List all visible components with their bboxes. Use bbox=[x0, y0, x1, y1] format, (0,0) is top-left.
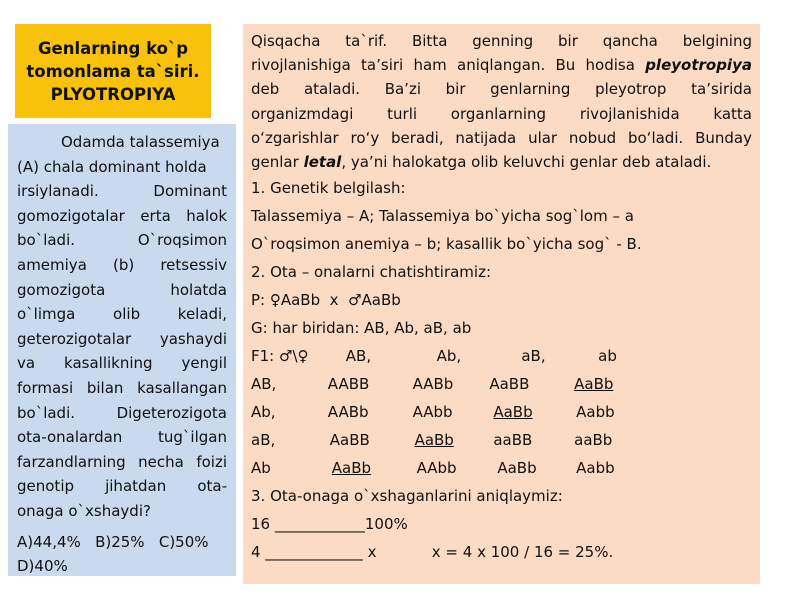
problem-text bbox=[17, 130, 227, 524]
definition-line: Qisqacha ta`rif. Bitta genning bir qancha belgining bbox=[251, 32, 752, 50]
definition-line bbox=[251, 150, 752, 174]
punnett-header-row bbox=[251, 342, 752, 370]
punnett-cell-match: AaBb bbox=[574, 375, 614, 394]
problem-line: farzandlarning necha foizi bbox=[17, 452, 227, 471]
problem-line: bo`ladi. O`roqsimon bbox=[17, 231, 227, 250]
punnett-cell: AAbb bbox=[412, 403, 453, 422]
punnett-header-cell: aB, bbox=[521, 347, 546, 366]
punnett-header-cell: ab bbox=[598, 347, 617, 366]
problem-line: formasi bilan kasallangan bbox=[17, 378, 227, 397]
problem-line: Odamda talassemiya bbox=[61, 133, 220, 151]
punnett-cell: Aabb bbox=[576, 459, 615, 478]
punnett-row bbox=[251, 370, 752, 398]
step-1-heading: 1. Genetik belgilash: bbox=[251, 179, 406, 198]
punnett-cell: AABb bbox=[327, 403, 369, 422]
problem-line: (A) chala dominant holda bbox=[17, 157, 207, 176]
definition-line bbox=[251, 53, 752, 77]
punnett-cell: aaBb bbox=[574, 431, 613, 450]
proportion-left: 4 _____________ x bbox=[251, 543, 377, 562]
gametes-line: G: har biridan: AB, Ab, aB, ab bbox=[251, 319, 472, 338]
punnett-cell: Aabb bbox=[576, 403, 615, 422]
punnett-row bbox=[251, 454, 752, 482]
problem-line: ota-onalardan tug`ilgan bbox=[17, 428, 227, 447]
parents-cross: P: ♀AaBb x ♂AaBb bbox=[251, 291, 401, 310]
proportion-line-1: 16 ____________100% bbox=[251, 515, 408, 534]
definition-text-part: rivojlanishiga ta’siri ham aniqlangan. Bu hodisa bbox=[251, 56, 635, 75]
gene-definition-2: O`roqsimon anemiya – b; kasallik bo`yicha sog` - B. bbox=[251, 235, 642, 254]
problem-line: gomozigota holatda bbox=[17, 280, 227, 299]
problem-line: gomozigotalar erta halok bbox=[17, 206, 227, 225]
step-2-heading: 2. Ota – onalarni chatishtiramiz: bbox=[251, 263, 492, 282]
punnett-cell-match: AaBb bbox=[331, 459, 372, 478]
answer-options bbox=[17, 530, 227, 579]
punnett-row bbox=[251, 398, 752, 426]
options-line-1: A)44,4% B)25% C)50% bbox=[17, 532, 209, 551]
punnett-cell: AaBb bbox=[497, 459, 537, 478]
problem-line: amemiya (b) retsessiv bbox=[17, 255, 227, 274]
options-line-2: D)40% bbox=[17, 557, 68, 576]
title-line-3: PLYOTROPIYA bbox=[50, 84, 176, 104]
problem-box bbox=[8, 124, 236, 576]
problem-line: bo`ladi. Digeterozigota bbox=[17, 403, 227, 422]
punnett-row-label: Ab, bbox=[251, 403, 276, 422]
problem-line: o`limga olib keladi, bbox=[17, 305, 227, 324]
punnett-cell: AAbb bbox=[416, 459, 457, 478]
punnett-row-label: Ab bbox=[251, 459, 271, 478]
term-letal: letal bbox=[303, 153, 342, 172]
definition-text-part: genlar bbox=[251, 153, 299, 172]
slide-title bbox=[15, 24, 211, 118]
problem-line: va kasallikning yengil bbox=[17, 354, 227, 373]
punnett-row-label: aB, bbox=[251, 431, 276, 450]
title-line-1: Genlarning ko`p bbox=[37, 38, 189, 58]
punnett-corner: F1: ♂\♀ bbox=[251, 347, 309, 366]
punnett-header-cell: AB, bbox=[345, 347, 372, 366]
punnett-row bbox=[251, 426, 752, 454]
solution-box bbox=[243, 24, 760, 584]
term-pleyotropiya: pleyotropiya bbox=[645, 56, 752, 75]
problem-line: genotip jihatdan ota- bbox=[17, 477, 227, 496]
punnett-cell-match: AaBb bbox=[414, 431, 454, 450]
problem-line: geterozigotalar yashaydi bbox=[17, 329, 227, 348]
punnett-cell: AaBB bbox=[329, 431, 370, 450]
punnett-cell: aaBB bbox=[493, 431, 533, 450]
punnett-row-label: AB, bbox=[251, 375, 277, 394]
proportion-result: x = 4 x 100 / 16 = 25%. bbox=[431, 543, 614, 562]
definition-text-part: , ya’ni halokatga olib keluvchi genlar deb ataladi. bbox=[341, 153, 712, 172]
definition-text bbox=[251, 29, 752, 174]
punnett-header-cell: Ab, bbox=[436, 347, 462, 366]
proportion-line-2 bbox=[251, 538, 752, 566]
punnett-cell: AaBB bbox=[489, 375, 530, 394]
punnett-cell: AABB bbox=[327, 375, 370, 394]
step-3-heading: 3. Ota-onaga o`xshaganlarini aniqlaymiz: bbox=[251, 487, 563, 506]
gene-definition-1: Talassemiya – A; Talassemiya bo`yicha sog`lom – a bbox=[251, 207, 634, 226]
definition-line: organizmdagi turli organlarning rivojlanishida katta bbox=[251, 104, 752, 123]
title-line-2: tomonlama ta`siri. bbox=[26, 61, 200, 81]
punnett-cell-match: AaBb bbox=[493, 403, 533, 422]
definition-line: oʻzgarishlar roʻy beradi, natijada ular nobud boʻladi. Bunday bbox=[251, 128, 752, 147]
definition-line: deb ataladi. Ba’zi bir genlarning pleyotrop ta’sirida bbox=[251, 80, 752, 99]
problem-line: onaga o`xshaydi? bbox=[17, 501, 151, 520]
problem-line: irsiylanadi. Dominant bbox=[17, 182, 227, 201]
punnett-cell: AABb bbox=[412, 375, 454, 394]
